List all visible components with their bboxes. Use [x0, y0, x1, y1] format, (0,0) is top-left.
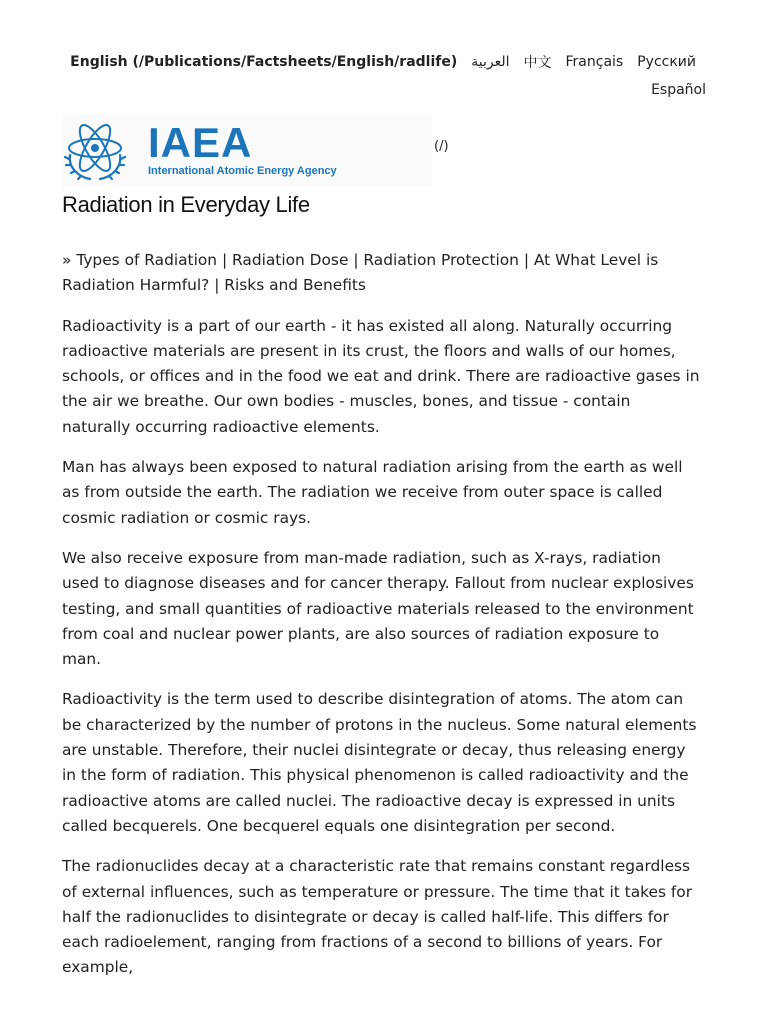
language-list-row2: [651, 82, 706, 98]
subnav-separator: |: [209, 276, 225, 295]
paragraph: Man has always been exposed to natural radiation arising from the earth as well as from outside the earth. The radiation we receive from outer space is called cosmic radiation or cosmic rays.: [62, 458, 683, 527]
subnav-link-radiation-dose[interactable]: Radiation Dose: [232, 251, 349, 269]
language-link-arabic[interactable]: العربية: [471, 54, 510, 70]
language-list: [70, 52, 696, 72]
logo-text: [148, 119, 337, 177]
language-link-english[interactable]: English (/Publications/Factsheets/English/radlife): [70, 54, 458, 70]
logo-full-name: International Atomic Energy Agency: [148, 165, 337, 177]
subnav-link-radiation-protection[interactable]: Radiation Protection: [363, 251, 519, 269]
subnav-link-harmful-level[interactable]: At What Level is Radiation Harmful?: [62, 251, 659, 295]
iaea-logo[interactable]: [62, 114, 432, 186]
language-bar: [0, 52, 706, 112]
language-link-french[interactable]: Français: [565, 54, 624, 70]
language-link-russian[interactable]: Русский: [637, 54, 696, 70]
article-content: [62, 248, 702, 996]
language-link-spanish[interactable]: Español: [651, 82, 706, 98]
topic-subnav: [62, 248, 702, 299]
paragraph: The radionuclides decay at a characteristic rate that remains constant regardless of external influences, such as temperature or pressure. The time that it takes for half the radionuclides to disintegrate or decay is called half-life. This differs for each radioelement, ranging from fractions of a second to billions of years. For example,: [62, 857, 693, 977]
paragraph: We also receive exposure from man-made radiation, such as X-rays, radiation used to diagnose diseases and for cancer therapy. Fallout from nuclear explosives testing, and small quantities of radioactive materials released to the environment from coal and nuclear power plants, are also sources of radiation exposure to man.: [62, 548, 694, 669]
subnav-separator: |: [217, 251, 233, 269]
page-title: Radiation in Everyday Life: [62, 192, 310, 217]
subnav-prefix: »: [62, 251, 77, 269]
subnav-separator: |: [348, 251, 364, 269]
paragraph: Radioactivity is the term used to describe disintegration of atoms. The atom can be characterized by the number of protons in the nucleus. Some natural elements are unstable. Therefore, their nuclei disintegrate or decay, thus releasing energy in the form of radiation. This physical phenomenon is called radioactivity and the radioactive atoms are called nuclei. The radioactive decay is expressed in units called becquerels. One becquerel equals one disintegration per second.: [62, 690, 697, 835]
paragraph: Radioactivity is a part of our earth - it has existed all along. Naturally occurring radioactive materials are present in its crust, the floors and walls of our homes, schools, or offices and in the food we eat and drink. There are radioactive gases in the air we breathe. Our own bodies - muscles, bones, and tissue - contain naturally occurring radioactive elements.: [62, 316, 700, 436]
language-link-chinese[interactable]: 中文: [523, 55, 552, 71]
subnav-link-risks-and-benefits[interactable]: Risks and Benefits: [224, 276, 366, 295]
atom-emblem-icon: [60, 115, 130, 185]
subnav-separator: |: [518, 251, 534, 269]
subnav-link-types-of-radiation[interactable]: Types of Radiation: [76, 251, 218, 269]
home-link[interactable]: (/): [434, 139, 449, 154]
logo-acronym: IAEA: [148, 119, 253, 166]
